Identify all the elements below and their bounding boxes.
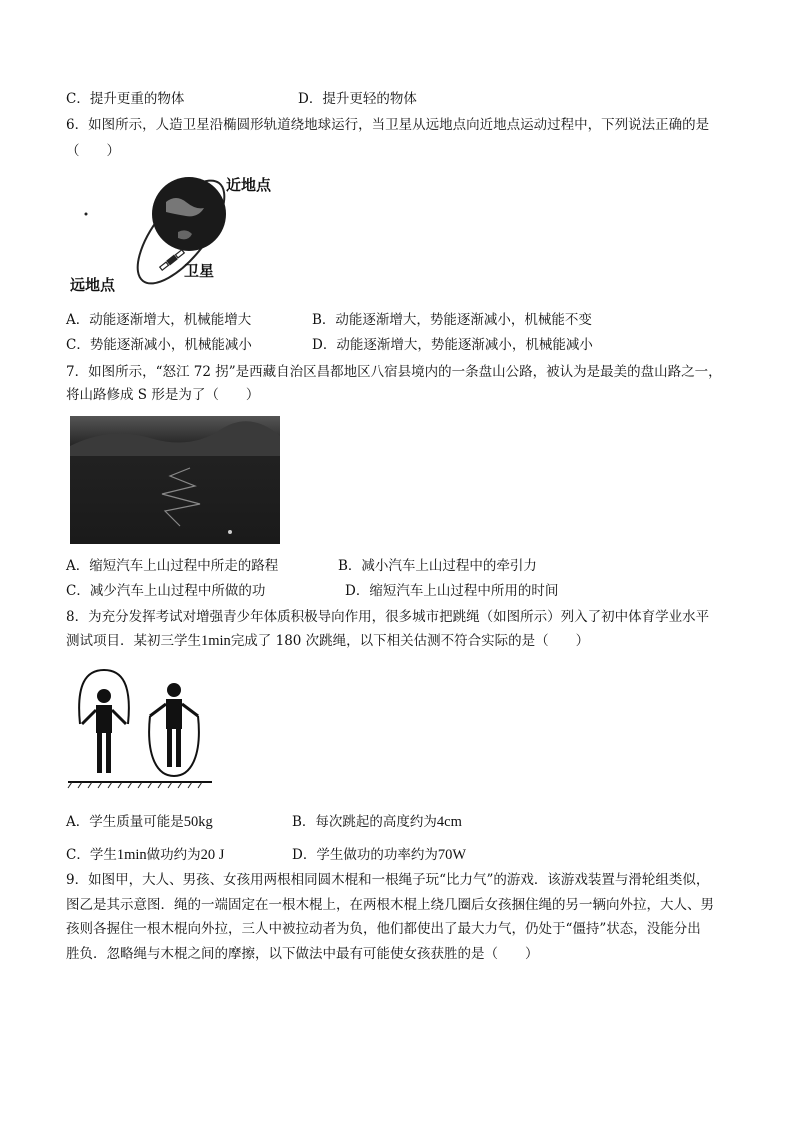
q5-option-d: D．提升更轻的物体 (298, 91, 417, 107)
q6-option-b: B．动能逐渐增大，势能逐渐减小，机械能不变 (312, 312, 592, 328)
q9-line4: 胜负．忽略绳与木棍之间的摩擦，以下做法中最有可能使女孩获胜的是（ ） (66, 946, 539, 962)
satellite-label: 卫星 (184, 262, 215, 280)
q6-option-d: D．动能逐渐增大，势能逐渐减小，机械能减小 (312, 337, 593, 353)
q6-option-a: A．动能逐渐增大，机械能增大 (66, 312, 252, 328)
jump-rope-figure (66, 664, 216, 794)
q8-option-b: B．每次跳起的高度约为4cm (292, 814, 462, 830)
jumper-right (149, 683, 199, 776)
q8-stem-line2: 测试项目．某初三学生1min完成了 180 次跳绳，以下相关估测不符合实际的是（ ） (66, 633, 590, 649)
q9-line2: 图乙是其示意图．绳的一端固定在一根木棍上，在两根木棍上绕几圈后女孩捆住绳的另一辆向外拉，大人、男 (66, 897, 714, 913)
q6-stem-line1: 6．如图所示，人造卫星沿椭圆形轨道绕地球运行，当卫星从远地点向近地点运动过程中，下列说法正确的是 (66, 117, 710, 133)
q8-option-d: D．学生做功的功率约为70W (292, 847, 467, 863)
q7-option-a: A．缩短汽车上山过程中所走的路程 (66, 558, 279, 574)
q9-line1: 9．如图甲，大人、男孩、女孩用两根相同圆木棍和一根绳子玩“比力气”的游戏．该游戏装置与滑轮组类似， (66, 872, 710, 888)
q8-option-c: C．学生1min做功约为20 J (66, 847, 225, 863)
q9-line3: 孩则各握住一根木棍向外拉，三人中被拉动者为负，他们都使出了最大力气，仍处于“僵持”状态，没能分出 (66, 921, 701, 937)
mountain-road-photo (70, 416, 280, 544)
q7-option-b: B．减小汽车上山过程中的牵引力 (338, 558, 537, 574)
satellite-icon (159, 249, 185, 271)
q8-stem-line1: 8．为充分发挥考试对增强青少年体质积极导向作用，很多城市把跳绳（如图所示）列入了初中体育学业水平 (66, 609, 710, 625)
q7-stem-line1: 7．如图所示，“怒江 72 拐”是西藏自治区昌都地区八宿县境内的一条盘山公路，被认为是最美的盘山路之一， (66, 364, 722, 380)
q7-option-c: C．减少汽车上山过程中所做的功 (66, 583, 266, 599)
perigee-label: 近地点 (226, 176, 272, 194)
q5-option-c: C．提升更重的物体 (66, 91, 185, 107)
q7-stem-line2: 将山路修成 S 形是为了（ ） (66, 387, 260, 403)
satellite-orbit-figure (66, 162, 296, 302)
jumper-left (79, 670, 129, 773)
stray-dot (85, 213, 88, 216)
q8-option-a: A．学生质量可能是50kg (66, 814, 213, 830)
apogee-label: 远地点 (70, 276, 116, 294)
q7-option-d: D．缩短汽车上山过程中所用的时间 (345, 583, 559, 599)
q6-stem-line2: （ ） (66, 143, 120, 159)
q6-option-c: C．势能逐渐减小，机械能减小 (66, 337, 252, 353)
